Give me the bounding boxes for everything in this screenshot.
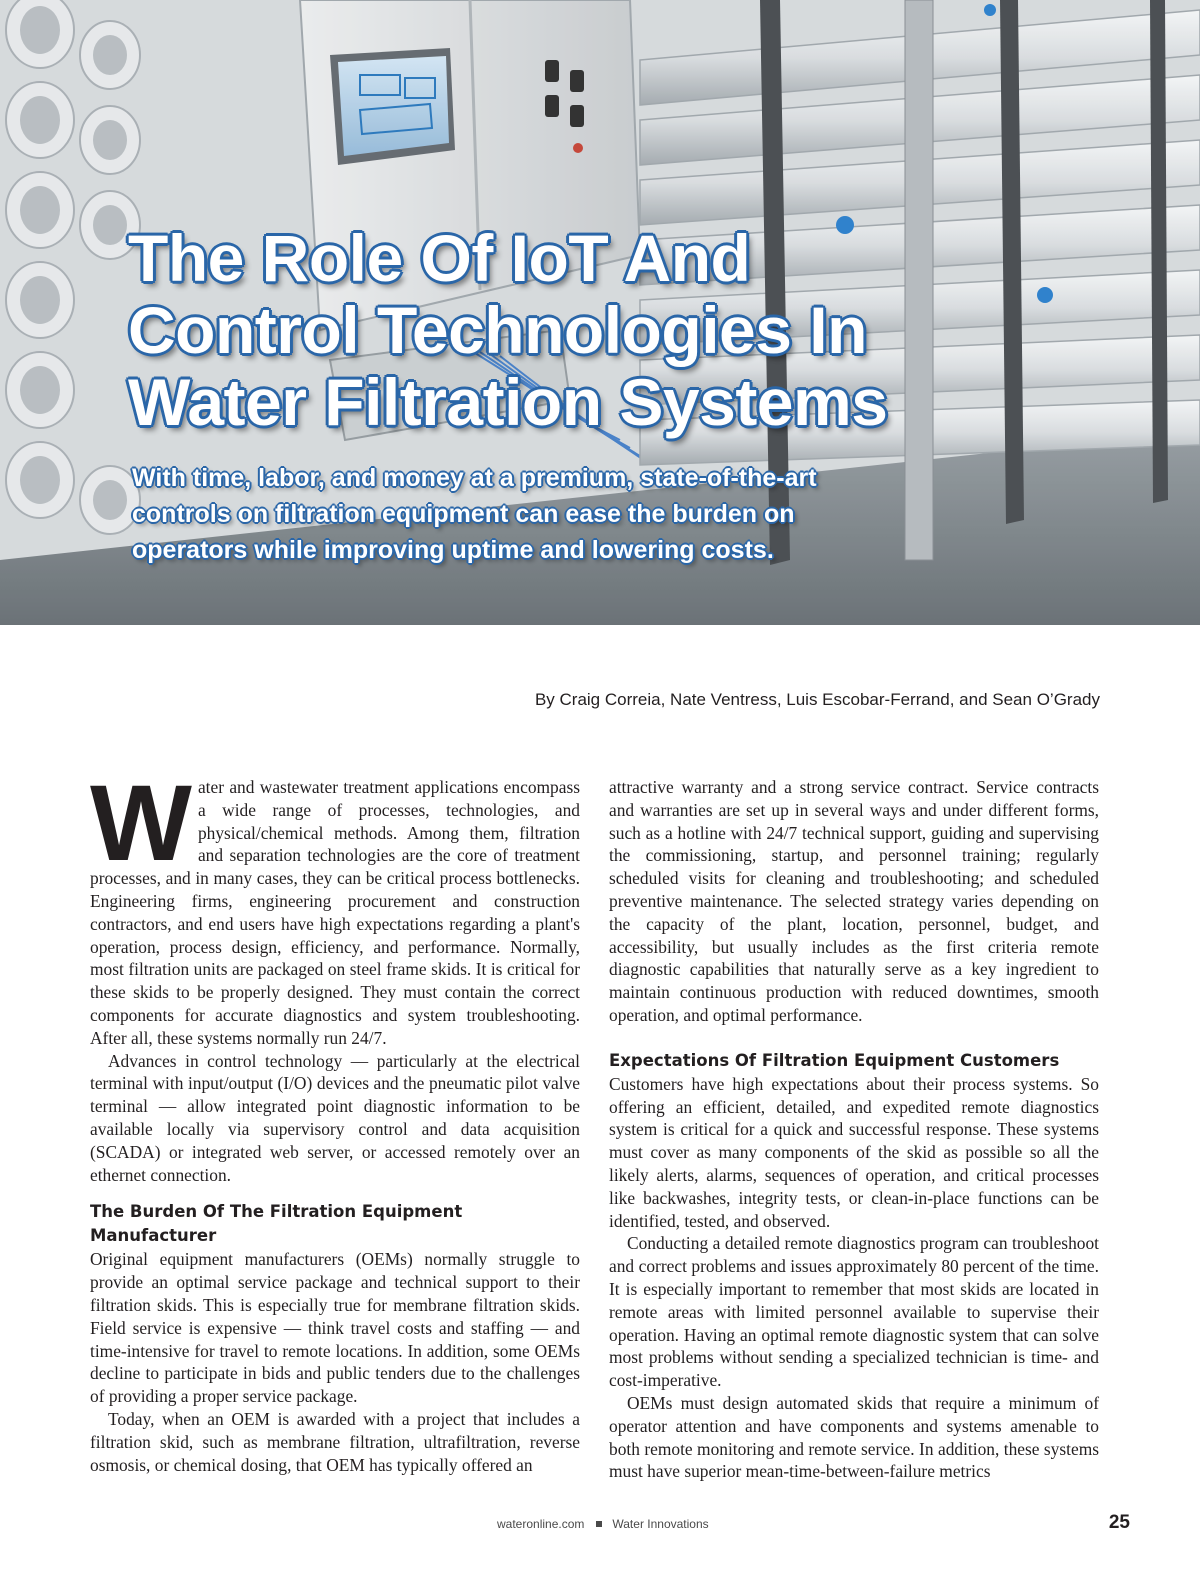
footer-site: wateronline.com: [497, 1517, 585, 1531]
title-line-2: Control Technologies In: [128, 293, 867, 367]
paragraph: attractive warranty and a strong service contract. Service contracts and warranties are set up in several ways and under different forms, such as a hotline with 24/7 technical support, guiding and supervising the commissioning, startup, and personnel training; regularly scheduled visits for cleaning and troubleshooting; and scheduled preventive maintenance. The selected strategy varies depending on the capacity of the plant, location, personnel, budget, and accessibility, but usually includes as the first criteria remote diagnostic capabilities that naturally serve as a key ingredient to maintain continuous production with reduced downtimes, smooth operation, and optimal performance.: [609, 777, 1099, 1025]
paragraph: Conducting a detailed remote diagnostics program can troubleshoot and correct problems and issues approximately 80 percent of the time. It is especially important to remember that most skids are located in remote areas with limited personnel available to supervise their operation. Having an optimal remote diagnostic system that can solve most problems without sending a specialized technician is time- and cost-imperative.: [609, 1233, 1099, 1391]
paragraph: Today, when an OEM is awarded with a project that includes a filtration skid, such as membrane filtration, ultrafiltration, reverse osmosis, or chemical dosing, that OEM has typically offered an: [90, 1408, 580, 1475]
paragraph: [90, 762, 580, 1050]
paragraph-text: ater and wastewater treatment applications encompass a wide range of processes, technologies, and physical/chemical methods. Among them, filtration and separation technologies are the core of treatment processes, and in many cases, they can be critical process bottlenecks. Engineering firms, engineering procurement and construction contractors, and end users have high expectations regarding a plant's operation, process design, efficiency, and performance. Normally, most filtration units are packaged on steel frame skids. It is critical for these skids to be properly designed. They must contain the correct components for accurate diagnostics and system troubleshooting. After all, these systems normally run 24/7.: [90, 777, 580, 1048]
footer-credit: [497, 1517, 709, 1531]
square-bullet-icon: [596, 1521, 602, 1527]
paragraph: OEMs must design automated skids that require a minimum of operator attention and have components and systems amenable to both remote monitoring and remote service. In addition, these systems must have superior mean-time-between-failure metrics: [609, 1392, 1099, 1482]
article-title: [128, 222, 1028, 438]
paragraph: Advances in control technology — particularly at the electrical terminal with input/output (I/O) devices and the pneumatic pilot valve terminal — allow integrated point diagnostic information to be available locally via supervisory control and data acquisition (SCADA) or integrated web server, or accessed remotely over an ethernet connection.: [90, 1050, 580, 1185]
byline: By Craig Correia, Nate Ventress, Luis Escobar-Ferrand, and Sean O’Grady: [534, 690, 1100, 709]
footer-publication: Water Innovations: [612, 1517, 709, 1531]
page-number: 25: [1108, 1512, 1130, 1533]
title-line-3: Water Filtration Systems: [128, 365, 888, 439]
subtitle-line-1: With time, labor, and money at a premium, state-of-the-art: [132, 464, 817, 492]
paragraph: Original equipment manufacturers (OEMs) normally struggle to provide an optimal service package and technical support to their filtration skids. This is especially true for membrane filtration skids. Field service is expensive — think travel costs and staffing — and time-intensive for travel to remote locations. In addition, some OEMs decline to participate in bids and public tenders due to the challenges of providing a proper service package.: [90, 1249, 580, 1407]
subtitle-line-2: controls on filtration equipment can ease the burden on: [132, 500, 795, 528]
subtitle-line-3: operators while improving uptime and lowering costs.: [132, 536, 774, 564]
paragraph: Customers have high expectations about their process systems. So offering an efficient, detailed, and expedited remote diagnostics system is critical for a quick and successful response. These systems must cover as many components of the skid as possible so all the likely alerts, alarms, sequences of operation, and critical processes like backwashes, integrity tests, or clean-in-place functions can be identified, tested, and observed.: [609, 1073, 1099, 1231]
section-heading: Expectations Of Filtration Equipment Customers: [609, 1050, 1060, 1070]
article-subtitle: [132, 460, 952, 568]
right-column: [609, 776, 1099, 1483]
section-heading: The Burden Of The Filtration Equipment Manufacturer: [90, 1202, 463, 1246]
title-line-1: The Role Of IoT And: [128, 221, 751, 295]
left-column: [90, 762, 580, 1476]
drop-cap: W: [90, 762, 188, 883]
hero-image: [0, 0, 1200, 625]
